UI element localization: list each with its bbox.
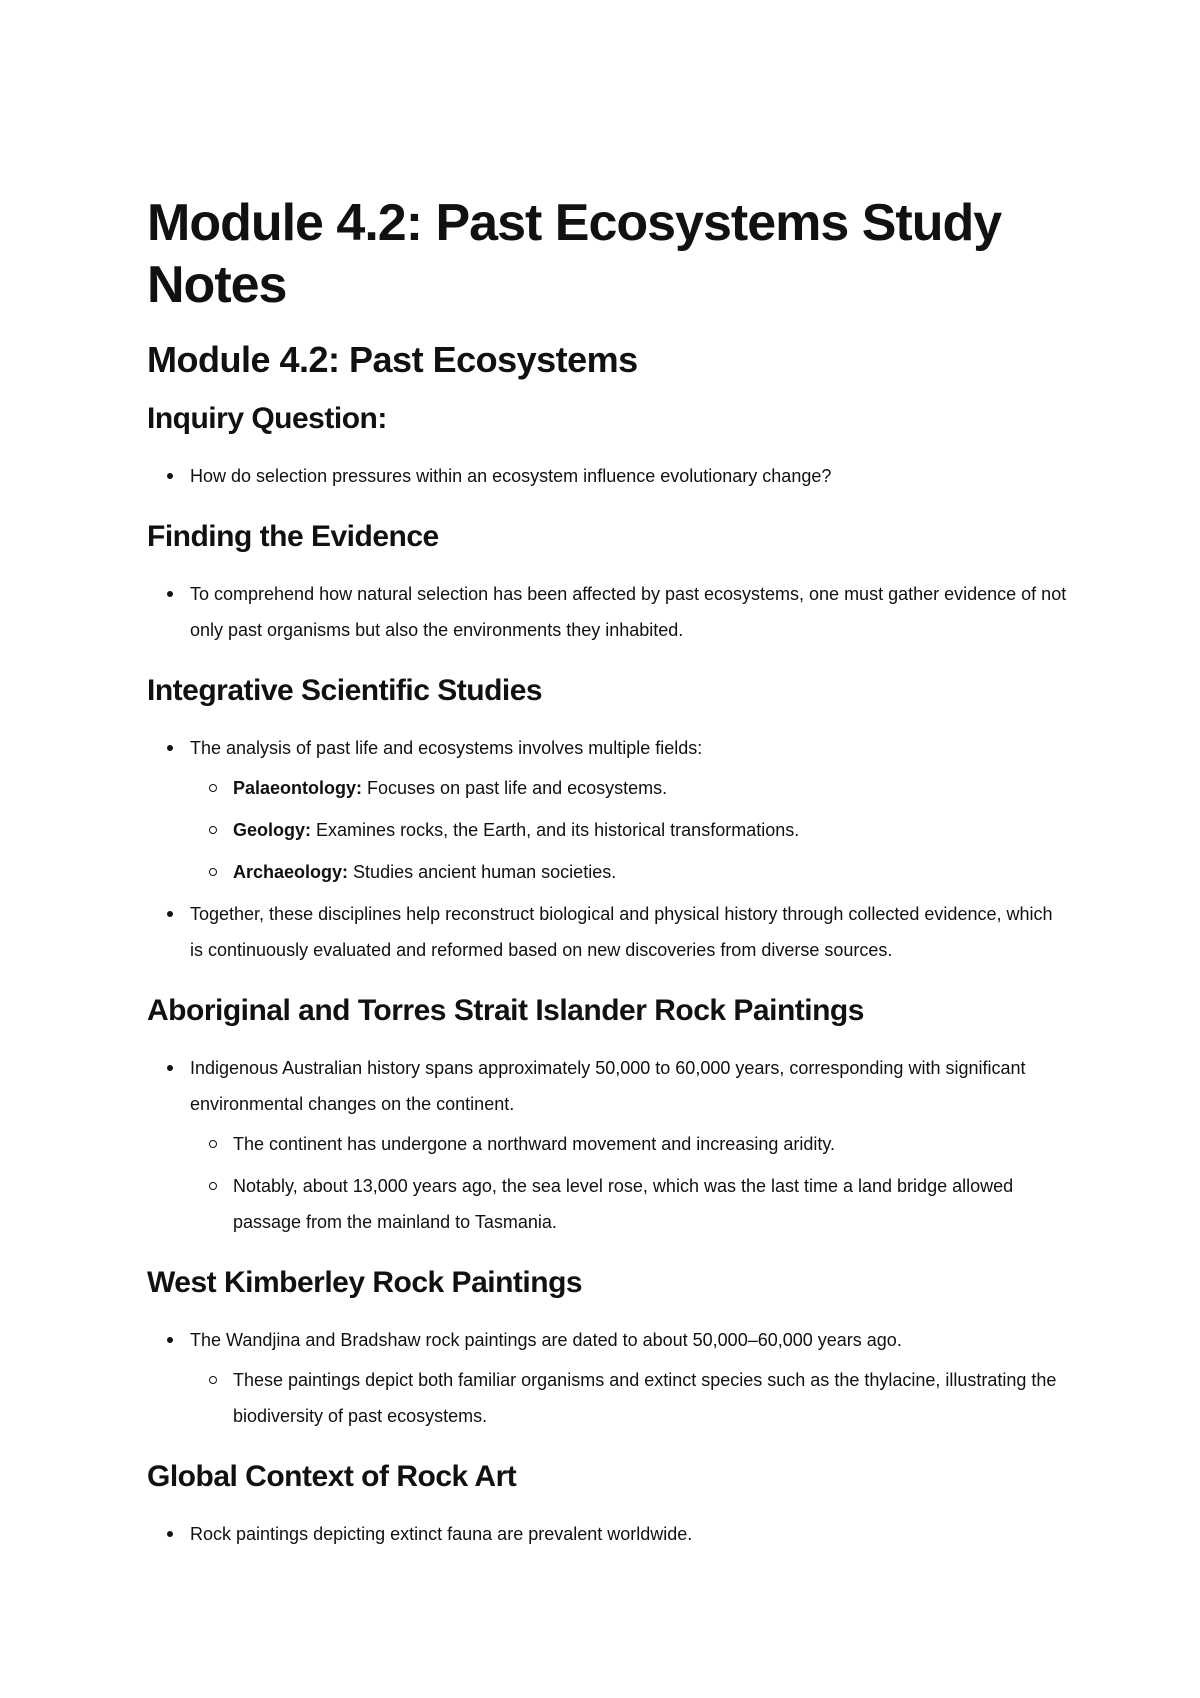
- list-item-text: The analysis of past life and ecosystems involves multiple fields:: [190, 738, 703, 758]
- evidence-list: [147, 576, 1067, 648]
- field-description: Focuses on past life and ecosystems.: [367, 778, 668, 798]
- global-list: [147, 1516, 1067, 1552]
- list-item: [147, 1050, 1067, 1240]
- kimberley-sublist: [190, 1362, 1067, 1434]
- module-heading: Module 4.2: Past Ecosystems: [147, 339, 638, 380]
- evidence-heading: Finding the Evidence: [147, 520, 439, 553]
- list-item: [147, 730, 1067, 890]
- list-item: How do selection pressures within an ecosystem influence evolutionary change?: [147, 458, 1067, 494]
- sublist-item: [190, 812, 1067, 848]
- list-item-text: The Wandjina and Bradshaw rock paintings are dated to about 50,000–60,000 years ago.: [190, 1330, 902, 1350]
- sublist-item: [190, 770, 1067, 806]
- global-heading: Global Context of Rock Art: [147, 1460, 517, 1493]
- field-description: Studies ancient human societies.: [353, 862, 617, 882]
- document-page: [147, 192, 1067, 1576]
- inquiry-heading: Inquiry Question:: [147, 402, 387, 435]
- list-item-text: Indigenous Australian history spans approximately 50,000 to 60,000 years, corresponding with significant environmental changes on the continent.: [190, 1058, 1026, 1114]
- field-description: Examines rocks, the Earth, and its historical transformations.: [316, 820, 800, 840]
- sublist-item: The continent has undergone a northward movement and increasing aridity.: [190, 1126, 1067, 1162]
- integrative-list: [147, 730, 1067, 968]
- page-title: Module 4.2: Past Ecosystems Study Notes: [147, 194, 1002, 314]
- sublist-item: [190, 854, 1067, 890]
- kimberley-heading: West Kimberley Rock Paintings: [147, 1266, 583, 1299]
- aboriginal-list: [147, 1050, 1067, 1240]
- list-item: To comprehend how natural selection has been affected by past ecosystems, one must gather evidence of not only past organisms but also the environments they inhabited.: [147, 576, 1067, 648]
- aboriginal-sublist: [190, 1126, 1067, 1240]
- field-term: Palaeontology:: [233, 778, 363, 798]
- list-item: Together, these disciplines help reconstruct biological and physical history through collected evidence, which is continuously evaluated and reformed based on new discoveries from diverse sources.: [147, 896, 1067, 968]
- field-term: Archaeology:: [233, 862, 349, 882]
- kimberley-list: [147, 1322, 1067, 1434]
- sublist-item: These paintings depict both familiar organisms and extinct species such as the thylacine, illustrating the biodiversity of past ecosystems.: [190, 1362, 1067, 1434]
- list-item: Rock paintings depicting extinct fauna are prevalent worldwide.: [147, 1516, 1067, 1552]
- sublist-item: Notably, about 13,000 years ago, the sea level rose, which was the last time a land bridge allowed passage from the mainland to Tasmania.: [190, 1168, 1067, 1240]
- aboriginal-heading: Aboriginal and Torres Strait Islander Rock Paintings: [147, 994, 864, 1027]
- inquiry-list: [147, 458, 1067, 494]
- field-term: Geology:: [233, 820, 312, 840]
- integrative-heading: Integrative Scientific Studies: [147, 674, 543, 707]
- fields-sublist: [190, 770, 1067, 890]
- list-item: [147, 1322, 1067, 1434]
